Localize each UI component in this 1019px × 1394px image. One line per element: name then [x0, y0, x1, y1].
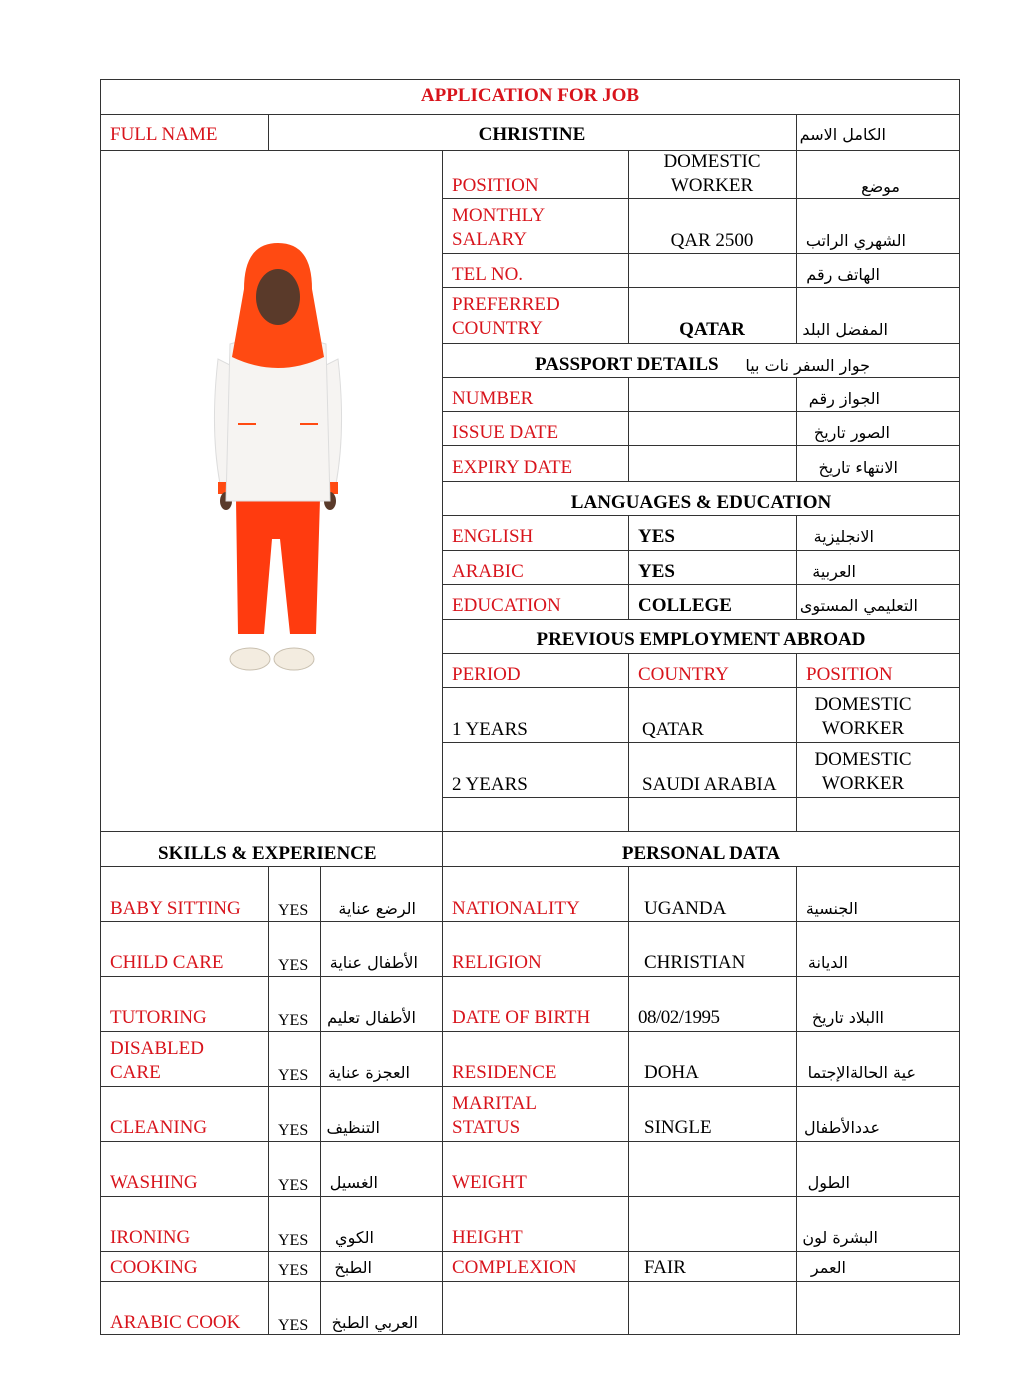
dob-arabic: االبلاد تاريخ: [811, 1008, 884, 1027]
religion-arabic: الديانة: [807, 953, 848, 972]
skill-arabic-cook-value: YES: [278, 1317, 309, 1334]
full-name-value: CHRISTINE: [478, 124, 586, 145]
skill-cleaning-arabic: التنظيف: [326, 1118, 380, 1137]
skill-disabled-care-label: DISABLED CARE: [110, 1038, 204, 1083]
skill-tutoring-label: TUTORING: [110, 1007, 207, 1028]
passport-number-label: NUMBER: [452, 388, 534, 409]
employment-period: 2 YEARS: [452, 774, 528, 795]
skill-cooking-value: YES: [278, 1262, 309, 1279]
education-label: EDUCATION: [452, 595, 561, 616]
religion-label: RELIGION: [452, 952, 542, 973]
passport-header-arabic: جوار السفر نات بيا: [745, 356, 870, 375]
nationality-arabic: الجنسية: [805, 899, 858, 918]
arabic-value: YES: [638, 561, 675, 582]
height-arabic: البشرة لون: [802, 1228, 878, 1247]
dob-label: DATE OF BIRTH: [452, 1007, 591, 1028]
nationality-value: UGANDA: [644, 898, 727, 919]
religion-value: CHRISTIAN: [644, 952, 746, 973]
expiry-date-arabic: الانتهاء تاريخ: [818, 458, 898, 477]
skill-washing-label: WASHING: [110, 1172, 198, 1193]
issue-date-arabic: الصور تاريخ: [813, 423, 890, 442]
employment-position: DOMESTIC WORKER: [814, 694, 912, 739]
skill-baby-sitting-value: YES: [278, 902, 309, 919]
skill-disabled-care-arabic: العجزة عناية: [328, 1063, 410, 1082]
complexion-value: FAIR: [644, 1257, 686, 1278]
residence-label: RESIDENCE: [452, 1062, 557, 1083]
skill-ironing-value: YES: [278, 1232, 309, 1249]
skill-cooking-label: COOKING: [110, 1257, 198, 1278]
skill-cleaning-value: YES: [278, 1122, 309, 1139]
dob-value: 08/02/1995: [638, 1007, 720, 1028]
passport-header: PASSPORT DETAILS: [535, 354, 719, 375]
applicant-photo: [208, 239, 348, 679]
skill-washing-arabic: الغسيل: [329, 1173, 378, 1192]
english-arabic: الانجليزية: [813, 527, 874, 546]
skill-arabic-cook-arabic: العربي الطبخ: [331, 1313, 418, 1332]
full-name-label: FULL NAME: [110, 124, 218, 145]
residence-value: DOHA: [644, 1062, 699, 1083]
arabic-label: ARABIC: [452, 561, 524, 582]
marital-status-arabic: عددالأطفال: [804, 1118, 880, 1137]
weight-label: WEIGHT: [452, 1172, 527, 1193]
marital-status-value: SINGLE: [644, 1117, 712, 1138]
employment-period: 1 YEARS: [452, 719, 528, 740]
employment-position: DOMESTIC WORKER: [814, 749, 912, 794]
skill-baby-sitting-label: BABY SITTING: [110, 898, 241, 919]
country-column: COUNTRY: [638, 664, 729, 685]
employment-country: QATAR: [642, 719, 704, 740]
complexion-label: COMPLEXION: [452, 1257, 577, 1278]
country-value: QATAR: [679, 319, 745, 340]
height-label: HEIGHT: [452, 1227, 523, 1248]
complexion-arabic: العمر: [810, 1258, 846, 1277]
country-arabic: المفضل البلد: [802, 320, 888, 339]
salary-label: MONTHLY SALARY: [452, 205, 545, 250]
tel-arabic: الهاتف رقم: [806, 265, 880, 284]
languages-header: LANGUAGES & EDUCATION: [570, 492, 832, 513]
employment-header: PREVIOUS EMPLOYMENT ABROAD: [536, 629, 866, 650]
skill-tutoring-value: YES: [278, 1012, 309, 1029]
issue-date-label: ISSUE DATE: [452, 422, 559, 443]
employment-country: SAUDI ARABIA: [642, 774, 777, 795]
tel-label: TEL NO.: [452, 264, 524, 285]
country-label: PREFERRED COUNTRY: [452, 294, 560, 339]
salary-value: QAR 2500: [670, 230, 754, 251]
education-arabic: التعليمي المستوى: [799, 596, 918, 615]
skill-child-care-label: CHILD CARE: [110, 952, 224, 973]
skill-cleaning-label: CLEANING: [110, 1117, 208, 1138]
passport-number-arabic: الجواز رقم: [808, 389, 880, 408]
skills-header: SKILLS & EXPERIENCE: [158, 843, 377, 864]
english-value: YES: [638, 526, 675, 547]
position-arabic: موضع: [861, 177, 900, 196]
skill-tutoring-arabic: الأطفال تعليم: [327, 1008, 416, 1027]
skill-cooking-arabic: الطبخ: [334, 1258, 372, 1277]
position-label: POSITION: [452, 175, 539, 196]
residence-arabic: عية الحالةالإجتما: [807, 1063, 916, 1082]
skill-child-care-arabic: الأطفال عناية: [329, 953, 418, 972]
skill-baby-sitting-arabic: الرضع عناية: [338, 899, 416, 918]
position-value: DOMESTIC WORKER: [663, 151, 761, 196]
nationality-label: NATIONALITY: [452, 898, 580, 919]
weight-arabic: الطول: [807, 1173, 850, 1192]
salary-arabic: الشهري الراتب: [805, 231, 906, 250]
skill-disabled-care-value: YES: [278, 1067, 309, 1084]
skill-arabic-cook-label: ARABIC COOK: [110, 1312, 241, 1333]
skill-child-care-value: YES: [278, 957, 309, 974]
full-name-arabic: الكامل الاسم: [799, 125, 886, 144]
skill-ironing-arabic: الكوي: [335, 1228, 374, 1247]
skill-ironing-label: IRONING: [110, 1227, 191, 1248]
application-form: [100, 79, 960, 1335]
personal-header: PERSONAL DATA: [621, 843, 781, 864]
expiry-date-label: EXPIRY DATE: [452, 457, 573, 478]
education-value: COLLEGE: [638, 595, 732, 616]
arabic-arabic: العربية: [812, 562, 856, 581]
form-title: APPLICATION FOR JOB: [420, 85, 640, 106]
position-column: POSITION: [806, 664, 893, 685]
period-column: PERIOD: [452, 664, 521, 685]
skill-washing-value: YES: [278, 1177, 309, 1194]
english-label: ENGLISH: [452, 526, 534, 547]
marital-status-label: MARITAL STATUS: [452, 1093, 537, 1138]
